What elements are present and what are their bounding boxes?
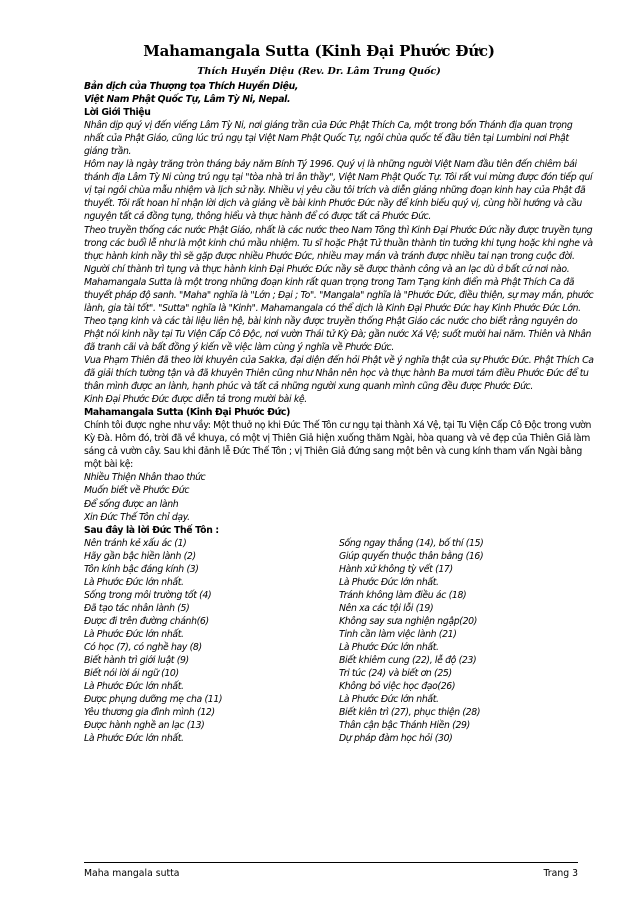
verse-line: Dự pháp đàm học hỏi (30) (339, 733, 453, 745)
verse-line: Tránh không làm điều ác (18) (339, 589, 467, 601)
verse-line: Được đi trên đường chánh(6) (84, 615, 209, 627)
intro-paragraph: Kinh Đại Phước Đức được diễn tả trong mười bài kệ. (84, 394, 307, 406)
verse-line: Là Phước Đức lớn nhất. (84, 628, 184, 640)
translator-line: Bản dịch của Thượng tọa Thích Huyền Diệu, (84, 81, 299, 92)
verse-line: Xin Đức Thế Tôn chỉ dạy. (84, 511, 190, 523)
verse-line: Là Phước Đức lớn nhất. (84, 576, 184, 588)
verse-line: Hãy gần bậc hiền lành (2) (84, 550, 196, 562)
verse-line: Không bỏ việc học đạo(26) (339, 681, 456, 693)
verse-line: Biết hành trì giới luật (9) (84, 655, 189, 667)
sutta-paragraph: Chính tôi được nghe như vầy: Một thuở nọ khi Đức Thế Tôn cư ngụ tại thành Xá Vệ, tại Tu Viện Cấp Cô Độc trong vườn Kỳ Đà. Hôm đó, trời đã về khuya, có một vị Thiên Giả hiện xuống thăm Ngài, hòa quang và vẻ đẹp của Thiên Giả làm sáng cả vườn cây. Sau khi đảnh lễ Đức Thế Tôn ; vị Thiên Giả đứng sang một bên và cung kính tham vấn Ngài bằng một bài kệ: (84, 420, 592, 471)
verse-line: Thân cận bậc Thánh Hiền (29) (339, 720, 470, 732)
verse-line: Nhiều Thiện Nhân thao thức (84, 472, 206, 484)
translator-line: Việt Nam Phật Quốc Tự, Lâm Tỳ Ni, Nepal. (84, 94, 291, 106)
verse-line: Không say sưa nghiện ngập(20) (339, 615, 477, 627)
verse-line: Tôn kính bậc đáng kính (3) (84, 563, 199, 575)
left-verse-column (84, 537, 339, 746)
verse-line: Là Phước Đức lớn nhất. (84, 681, 184, 693)
intro-paragraph: Hôm nay là ngày trăng tròn tháng bảy năm Bính Tý 1996. Quý vị là những người Việt Nam đầu tiên đến chiêm bái thánh địa Lâm Tỳ Ni cùng trú ngụ tại "tòa nhà tri ân thầy", Việt Nam Phật Quốc Tự. Tôi rất vui mừng được đón tiếp quí vị tại ngôi chùa mẫu nhiệm và lịch sử nầy. Nhiều vị yêu cầu tôi trích và diễn giảng những đoạn kinh hay của Phật đã thuyết. Tôi rất hoan hỉ nhận lời dịch và giảng về bài kinh Phước Đức nầy để kính biếu quý vị, cùng hồi hướng và cầu nguyện tất cả đồng tụng, thông hiểu và thực hành để có được tất cả Phước Đức. (84, 159, 593, 223)
sutta-heading: Mahamangala Sutta (Kinh Đại Phước Đức) (84, 407, 290, 419)
intro-paragraph: Vua Phạm Thiên đã theo lời khuyên của Sakka, đại diện đến hỏi Phật về ý nghĩa thật của sự Phước Đức. Phật Thích Ca đã giải thích tường tận và đã khuyên Thiên cũng như Nhân nên học và thực hành Ba mươi tám điều Phước Đức để tu thân mình được an lành, hạnh phúc và tất cả những người xung quanh mình cũng đều được Phước Đức. (84, 354, 594, 393)
verse-line: Được hành nghề an lạc (13) (84, 720, 205, 732)
verse-line: Đã tạo tác nhân lành (5) (84, 602, 190, 614)
verse-line: Giúp quyến thuộc thân bằng (16) (339, 550, 484, 562)
intro-paragraph: Theo truyền thống các nước Phật Giáo, nhất là các nước theo Nam Tông thì Kinh Đại Phước Đức nầy được truyền tụng trong các buổi lễ như là một kinh chú mầu nhiệm. Tu sĩ hoặc Phật Tử thuần thành tin tưởng khi tụng hoặc khi nghe và thực hành kinh nầy thì sẽ gặp được nhiều Phước Đức, nhiều may mắn và tránh được nhiều tai nạn trong cuộc đời. Người chí thành trì tụng và thực hành kinh Đại Phước Đức nầy sẽ được thành công và an lạc dù ở bất cứ nơi nào. (84, 224, 593, 275)
verse-line: Được phụng dưỡng mẹ cha (11) (84, 694, 223, 706)
verse-line: Yêu thương gia đình mình (12) (84, 707, 215, 719)
verse-line: Biết kiên trì (27), phục thiện (28) (339, 707, 481, 719)
document-body (84, 80, 594, 745)
verse-line: Để sống được an lành (84, 498, 179, 510)
verse-columns (84, 537, 594, 746)
verse-line: Hành xử không tỳ vết (17) (339, 563, 453, 575)
verse-line: Là Phước Đức lớn nhất. (339, 642, 439, 654)
verse-line: Sống ngay thẳng (14), bố thí (15) (339, 537, 484, 549)
verse-line: Biết nói lời ái ngữ (10) (84, 668, 179, 680)
verse-line: Sống trong môi trường tốt (4) (84, 589, 212, 601)
intro-paragraph: Nhân dịp quý vị đến viếng Lâm Tỳ Ni, nơi giáng trần của Đức Phật Thích Ca, một trong bốn Thánh địa quan trọng nhất của Phật Giáo, cũng lúc trú ngụ tại Việt Nam Phật Quốc Tự, ngôi chùa quốc tế đầu tiên tại Lumbini nơi Phật giáng trần. (84, 120, 573, 158)
intro-paragraph: Theo tạng kinh và các tài liệu liên hệ, bài kinh nầy được truyền thống Phật Giáo các nước cho biết rằng nguyên do Phật nói kinh nầy tại Tu Viện Cấp Cô Độc, nơi vườn Thái tử Kỳ Đà; gần nước Xá Vệ; suốt mười hai năm. Thiên và Nhân đã tranh cãi và bất đồng ý kiến về việc làm cùng ý nghĩa về Phước Đức. (84, 315, 592, 353)
verse-line: Tri túc (24) và biết ơn (25) (339, 668, 452, 680)
verse-line: Có học (7), có nghề hay (8) (84, 642, 202, 654)
verse-line: Muốn biết về Phước Đức (84, 485, 190, 497)
intro-heading: Lời Giới Thiệu (84, 107, 151, 119)
verse-line: Tinh cần làm việc lành (21) (339, 628, 457, 640)
verse-section (84, 471, 594, 523)
footer-divider (84, 862, 578, 863)
verse-line: Là Phước Đức lớn nhất. (339, 576, 439, 588)
document-subtitle: Thích Huyền Diệu (Rev. Dr. Lâm Trung Quốc) (197, 66, 441, 77)
verse-line: Nên xa các tội lỗi (19) (339, 602, 434, 614)
verse-line: Là Phước Đức lớn nhất. (339, 694, 439, 706)
intro-paragraph: Mahamangala Sutta là một trong những đoạn kinh rất quan trọng trong Tam Tạng kinh điển mà Phật Thích Ca đã thuyết pháp độ sanh. "Maha" nghĩa là "Lớn ; Đại ; To". "Mangala" nghĩa là "Phước Đức, điều thiện, sự may mắn, phước lành, gia tài tốt". "Sutta" nghĩa là "Kinh". Mahamangala có thể dịch là Kinh Đại Phước Đức hay Kinh Phước Đức Lớn. (84, 276, 594, 314)
right-verse-column (339, 537, 594, 746)
document-title: Mahamangala Sutta (Kinh Đại Phước Đức) (143, 42, 495, 60)
footer-document-name: Maha mangala sutta (84, 868, 180, 879)
verse-line: Biết khiêm cung (22), lễ độ (23) (339, 655, 477, 667)
footer-page-number: Trang 3 (543, 868, 578, 879)
intro-section (84, 119, 594, 406)
buddha-heading: Sau đây là lời Đức Thế Tôn : (84, 524, 219, 536)
verse-line: Là Phước Đức lớn nhất. (84, 733, 184, 745)
verse-line: Nên tránh kẻ xấu ác (1) (84, 537, 187, 549)
